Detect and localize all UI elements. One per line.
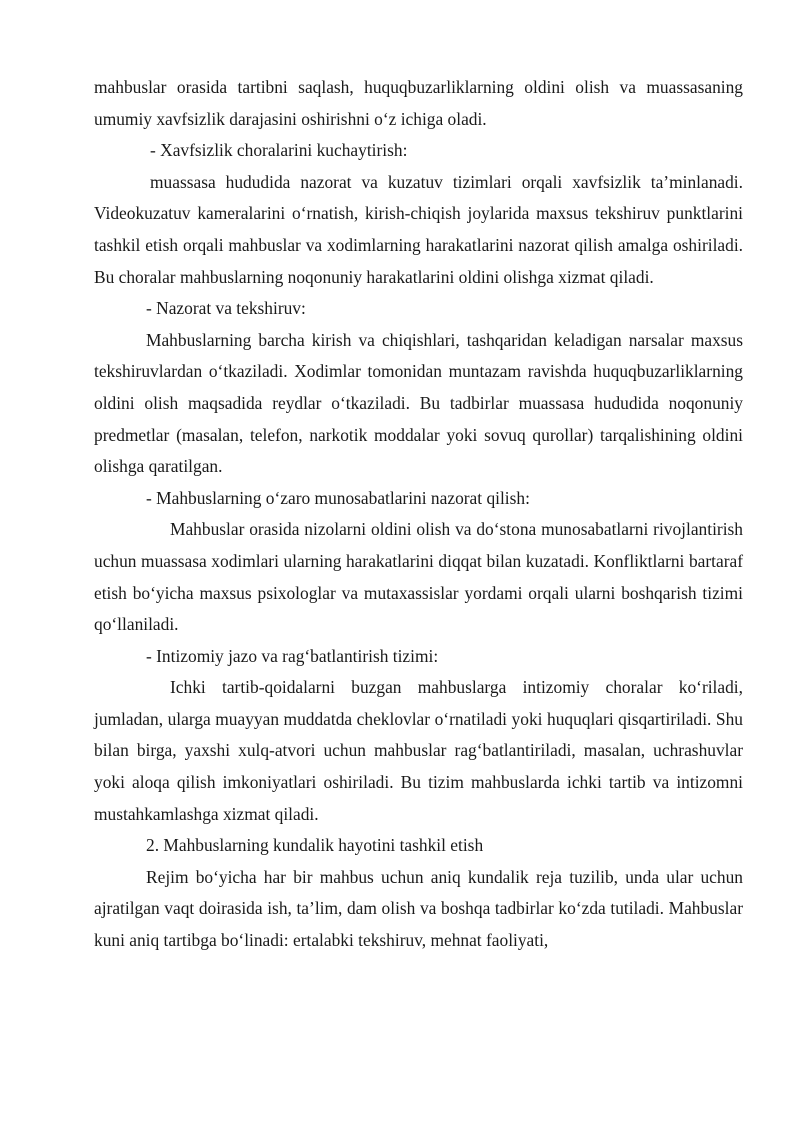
subheading-discipline-system: - Intizomiy jazo va rag‘batlantirish tizimi: <box>146 645 439 666</box>
paragraph-intro-continuation: mahbuslar orasida tartibni saqlash, huquqbuzarliklarning oldini olish va muassasaning umumiy xavfsizlik darajasini oshirishni o‘z ichiga oladi. <box>94 77 743 129</box>
subheading-control-inspection: - Nazorat va tekshiruv: <box>146 298 306 319</box>
paragraph-discipline-system: Ichki tartib-qoidalarni buzgan mahbuslarga intizomiy choralar ko‘riladi, jumladan, ularga muayyan muddatda cheklovlar o‘rnatiladi yoki huquqlari qisqartiriladi. Shu bilan birga, yaxshi xulq-atvori uchun mahbuslar rag‘batlantiriladi, masalan, uchrashuvlar yoki aloqa qilish imkoniyatlari oshiriladi. Bu tizim mahbuslarda ichki tartib va intizomni mustahkamlashga xizmat qiladi. <box>94 677 743 824</box>
section-heading-daily-life: 2. Mahbuslarning kundalik hayotini tashkil etish <box>146 835 484 856</box>
paragraph-mutual-relations: Mahbuslar orasida nizolarni oldini olish va do‘stona munosabatlarni rivojlantirish uchun muassasa xodimlari ularning harakatlarini diqqat bilan kuzatadi. Konfliktlarni bartaraf etish bo‘yicha maxsus psixologlar va mutaxassislar yordami orqali ularni boshqarish tizimi qo‘llaniladi. <box>94 519 743 635</box>
subheading-mutual-relations: - Mahbuslarning o‘zaro munosabatlarini nazorat qilish: <box>146 487 530 508</box>
paragraph-control-inspection: Mahbuslarning barcha kirish va chiqishlari, tashqaridan keladigan narsalar maxsus tekshiruvlardan o‘tkaziladi. Xodimlar tomonidan muntazam ravishda huquqbuzarliklarning oldini olish maqsadida reydlar o‘tkaziladi. Bu tadbirlar muassasa hududida noqonuniy predmetlar (masalan, telefon, narkotik moddalar yoki sovuq qurollar) tarqalishining oldini olishga qaratilgan. <box>94 329 743 477</box>
paragraph-daily-life: Rejim bo‘yicha har bir mahbus uchun aniq kundalik reja tuzilib, unda ular uchun ajratilgan vaqt doirasida ish, ta’lim, dam olish va boshqa tadbirlar ko‘zda tutiladi. Mahbuslar kuni aniq tartibga bo‘linadi: ertalabki tekshiruv, mehnat faoliyati, <box>94 866 743 951</box>
subheading-security-measures: - Xavfsizlik choralarini kuchaytirish: <box>150 140 408 161</box>
paragraph-security-measures: muassasa hududida nazorat va kuzatuv tizimlari orqali xavfsizlik ta’minlanadi. Videokuzatuv kameralarini o‘rnatish, kirish-chiqish joylarida maxsus tekshiruv punktlarini tashkil etish orqali mahbuslar va xodimlarning harakatlarini nazorat qilish amalga oshiriladi. Bu choralar mahbuslarning noqonuniy harakatlarini oldini olishga xizmat qiladi. <box>94 171 743 287</box>
